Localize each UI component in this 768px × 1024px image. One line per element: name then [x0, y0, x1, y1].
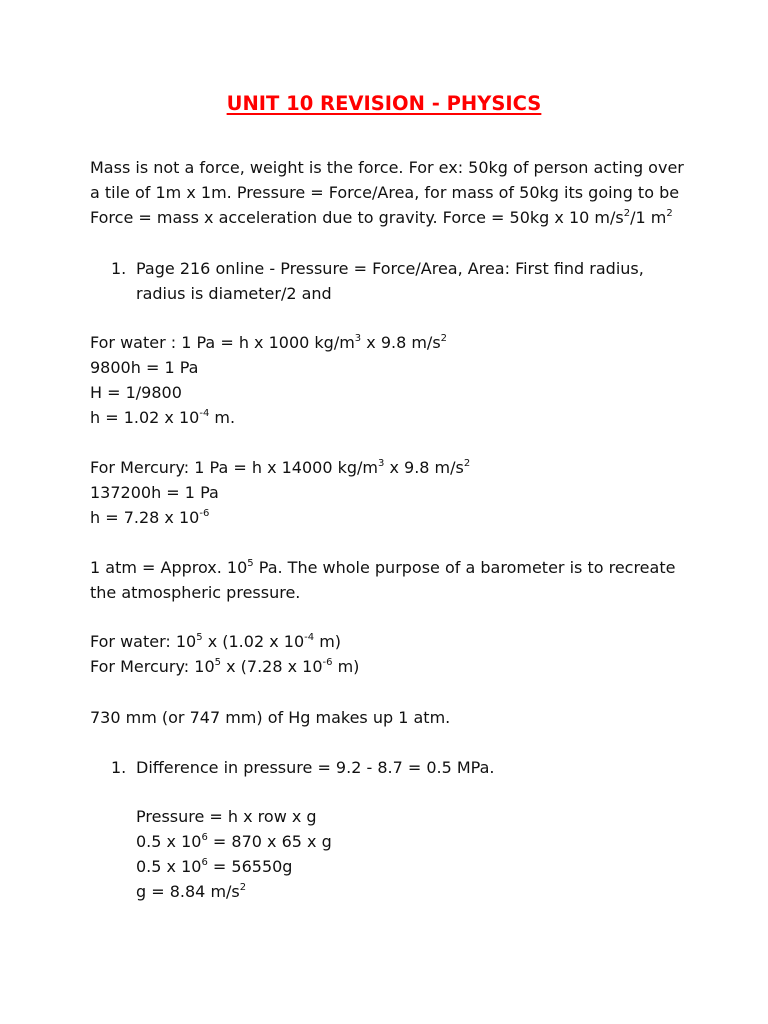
water-line-3: H = 1/9800 — [90, 383, 182, 402]
pressure-line-2: 0.5 x $10^6 = 870$ x 65 x g — [136, 832, 332, 851]
mercury-calculation — [90, 455, 690, 530]
comparison-mercury: For Mercury: $10^5$ x (7.28 x $10^{-6}$ m) — [90, 657, 360, 676]
mercury-line-3: h = 7.28 x $10^{-6}$ — [90, 508, 210, 527]
pressure-calculation — [90, 804, 690, 904]
hg-paragraph — [90, 705, 690, 730]
water-line-4: h = 1.02 x $10^{-4}$ m. — [90, 408, 236, 427]
comparison-water: For water: $10^5$ x (1.02 x $10^{-4}$ m) — [90, 632, 342, 651]
list-item-line-1: Page 216 online - Pressure = Force/Area, Area: First find radius, — [136, 259, 644, 278]
water-line-2: 9800h = 1 Pa — [90, 358, 199, 377]
list-number: 1. — [111, 758, 127, 777]
page-title: UNIT 10 REVISION - PHYSICS — [226, 92, 542, 115]
atm-line-2: the atmospheric pressure. — [90, 583, 301, 602]
mercury-line-2: 137200h = 1 Pa — [90, 483, 219, 502]
water-line-1: For water : 1 Pa = h x 1000 $kg/m^3$ x 9.8 $m/s^2$ — [90, 333, 448, 352]
list-item — [90, 755, 690, 780]
comparison-block — [90, 629, 690, 679]
intro-paragraph — [90, 155, 690, 230]
intro-line-3: Force = mass x acceleration due to gravity. Force = 50kg x 10 $m/s^2/1$ $m^2$ — [90, 208, 673, 227]
pressure-line-1: Pressure = h x row x g — [136, 807, 317, 826]
pressure-line-3: 0.5 x $10^6 = 56550g$ — [136, 857, 293, 876]
water-calculation — [90, 330, 690, 430]
list-number: 1. — [111, 259, 127, 278]
list-item-line-2: radius is diameter/2 and — [136, 284, 332, 303]
mercury-line-1: For Mercury: 1 Pa = h x 14000 $kg/m^3$ x 9.8 $m/s^2$ — [90, 458, 471, 477]
list-item — [90, 256, 690, 306]
hg-line: 730 mm (or 747 mm) of Hg makes up 1 atm. — [90, 708, 451, 727]
atm-line-1: 1 atm = Approx. $10^5$ Pa. The whole purpose of a barometer is to recreate — [90, 558, 676, 577]
pressure-line-4: g = 8.84 $m/s^2$ — [136, 882, 247, 901]
intro-line-2: a tile of 1m x 1m. Pressure = Force/Area, for mass of 50kg its going to be — [90, 183, 680, 202]
atm-paragraph — [90, 555, 690, 605]
intro-line-1: Mass is not a force, weight is the force. For ex: 50kg of person acting over — [90, 158, 684, 177]
list-item-line-1: Difference in pressure = 9.2 - 8.7 = 0.5 MPa. — [136, 758, 495, 777]
